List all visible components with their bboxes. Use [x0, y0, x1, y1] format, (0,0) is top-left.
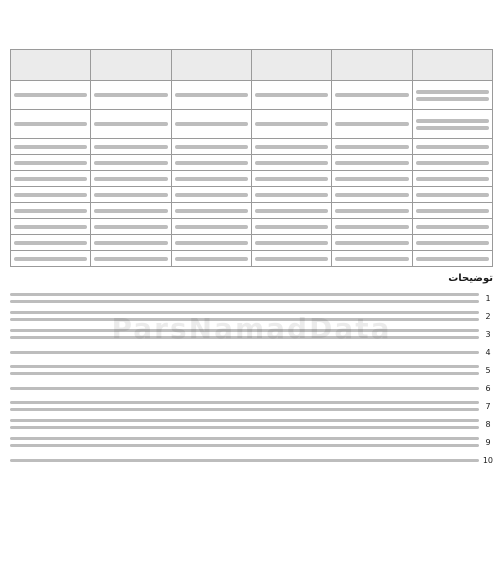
projects-table — [10, 49, 493, 267]
note-item — [10, 433, 493, 451]
note-number: 2 — [485, 311, 491, 321]
cell — [171, 187, 251, 203]
cell — [91, 110, 171, 139]
cell — [171, 110, 251, 139]
note-item — [10, 379, 493, 397]
column-header-estimate — [332, 50, 412, 81]
cell — [412, 219, 492, 235]
table-row — [11, 219, 493, 235]
note-item — [10, 361, 493, 379]
signature — [10, 477, 493, 489]
cell — [91, 203, 171, 219]
cell — [412, 155, 492, 171]
table-row — [11, 110, 493, 139]
cell — [171, 139, 251, 155]
cell — [332, 203, 412, 219]
table-row — [11, 139, 493, 155]
cell — [11, 139, 91, 155]
cell — [11, 203, 91, 219]
cell — [412, 203, 492, 219]
cell — [332, 81, 412, 110]
cell — [11, 219, 91, 235]
note-number: 4 — [485, 347, 491, 357]
table-row — [11, 187, 493, 203]
cell — [11, 251, 91, 267]
cell — [332, 187, 412, 203]
cell — [171, 171, 251, 187]
cell — [252, 81, 332, 110]
cell — [332, 155, 412, 171]
cell — [252, 219, 332, 235]
cell — [412, 171, 492, 187]
cell — [91, 171, 171, 187]
cell — [11, 171, 91, 187]
cell — [171, 203, 251, 219]
note-item — [10, 289, 493, 307]
note-number: 8 — [485, 419, 491, 429]
cell — [252, 110, 332, 139]
cell — [332, 171, 412, 187]
note-number: 10 — [482, 455, 493, 465]
cell — [252, 235, 332, 251]
cell — [412, 139, 492, 155]
cell — [332, 110, 412, 139]
cell — [412, 187, 492, 203]
cell — [171, 251, 251, 267]
column-header-guarantee — [91, 50, 171, 81]
note-item — [10, 307, 493, 325]
note-item — [10, 415, 493, 433]
cell — [412, 110, 492, 139]
notice-title — [10, 6, 493, 26]
cell — [91, 235, 171, 251]
column-header-duration — [171, 50, 251, 81]
table-body — [11, 81, 493, 267]
cell — [91, 187, 171, 203]
cell — [252, 139, 332, 155]
table-row — [11, 155, 493, 171]
column-header-project-name — [412, 50, 492, 81]
cell — [11, 235, 91, 251]
cell — [412, 235, 492, 251]
cell — [332, 139, 412, 155]
notes-heading: توضیحات — [448, 273, 493, 284]
cell — [91, 155, 171, 171]
table-row — [11, 203, 493, 219]
cell — [171, 155, 251, 171]
watermark: ParsNamadData — [111, 312, 392, 345]
note-number: 5 — [485, 365, 491, 375]
column-header-price-list — [252, 50, 332, 81]
table-row — [11, 251, 493, 267]
note-number: 3 — [485, 329, 491, 339]
note-number: 7 — [485, 401, 491, 411]
cell — [412, 251, 492, 267]
cell — [252, 251, 332, 267]
table-header-row — [11, 50, 493, 81]
cell — [91, 251, 171, 267]
cell — [11, 187, 91, 203]
table-row — [11, 81, 493, 110]
note-number: 6 — [485, 383, 491, 393]
cell — [91, 81, 171, 110]
notes-list — [10, 289, 493, 469]
cell — [252, 155, 332, 171]
cell — [252, 203, 332, 219]
column-header-extra — [11, 50, 91, 81]
cell — [171, 235, 251, 251]
note-item — [10, 451, 493, 469]
note-item — [10, 325, 493, 343]
cell — [91, 219, 171, 235]
cell — [11, 81, 91, 110]
cell — [252, 187, 332, 203]
note-item — [10, 397, 493, 415]
cell — [412, 81, 492, 110]
table-row — [11, 235, 493, 251]
cell — [171, 81, 251, 110]
cell — [332, 251, 412, 267]
note-number: 9 — [485, 437, 491, 447]
cell — [11, 110, 91, 139]
cell — [11, 155, 91, 171]
table-row — [11, 171, 493, 187]
notice-subtitle — [50, 29, 453, 44]
note-number: 1 — [485, 293, 491, 303]
cell — [332, 235, 412, 251]
cell — [332, 219, 412, 235]
cell — [252, 171, 332, 187]
cell — [91, 139, 171, 155]
note-item — [10, 343, 493, 361]
cell — [171, 219, 251, 235]
